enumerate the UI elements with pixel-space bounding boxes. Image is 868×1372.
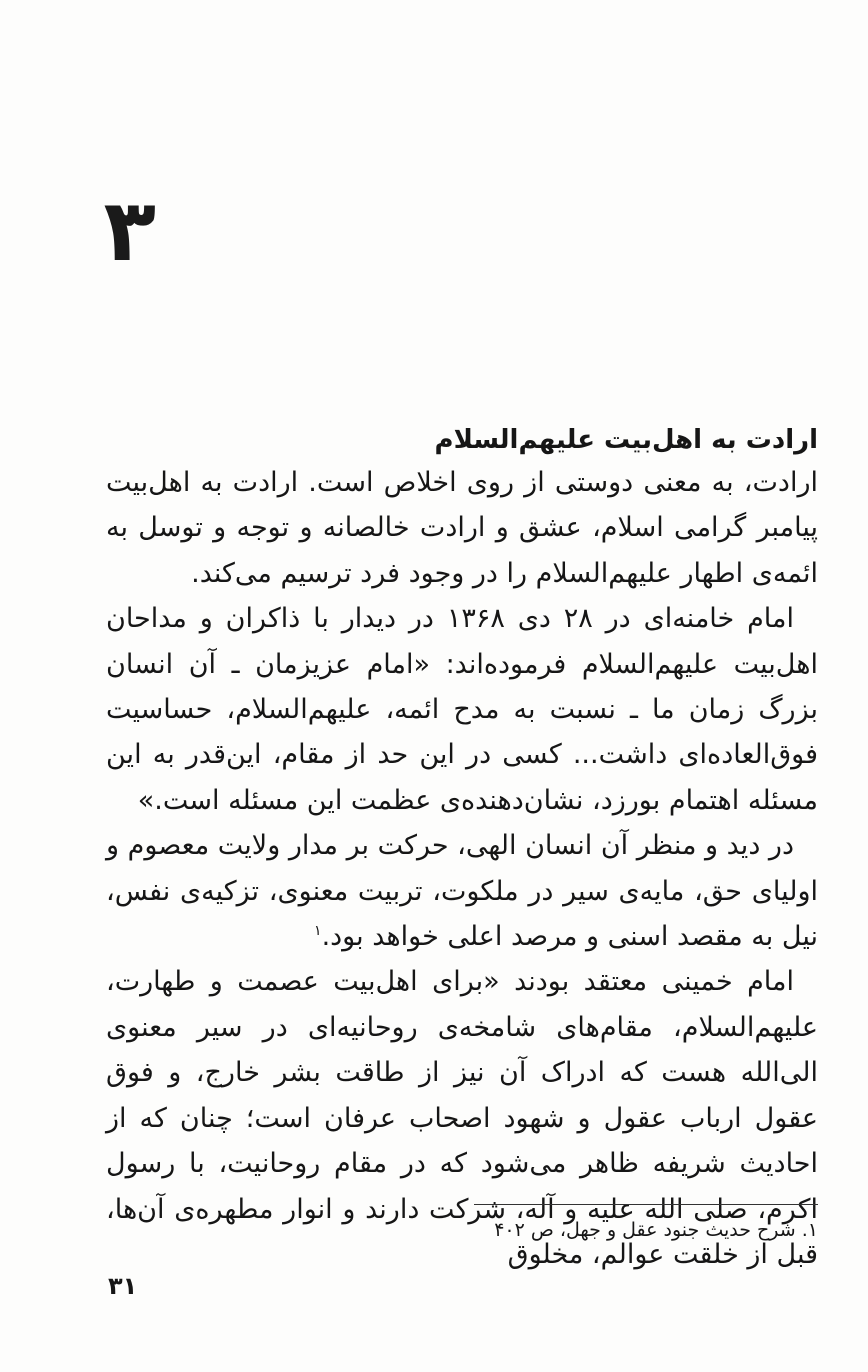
footnote-divider: [474, 1204, 818, 1205]
body-text: [106, 420, 818, 1277]
chapter-number: ۳: [103, 181, 156, 281]
paragraph-4: امام خمینی معتقد بودند «برای اهل‌بیت عصمت و طهارت، علیهم‌السلام، مقام‌های شامخه‌ی روحانیه‌ای در سیر معنوی الی‌الله هست که ادراک آن نیز از طاقت بشر خارج، و فوق عقول ارباب عقول و شهود اصحاب عرفان است؛ چنان که از احادیث شریفه ظاهر می‌شود که در مقام روحانیت، با رسول اکرم، صلی الله علیه و آله، شرکت دارند و انوار مطهره‌ی آن‌ها، قبل از خلقت عوالم، مخلوق: [106, 966, 818, 1270]
footnote-reference[interactable]: ۱: [314, 923, 322, 940]
paragraph-2: امام خامنه‌ای در ۲۸ دی ۱۳۶۸ در دیدار با ذاکران و مداحان اهل‌بیت علیهم‌السلام فرموده‌اند: «امام عزیزمان ـ آن انسان بزرگ زمان ما ـ نسبت به مدح ائمه، علیهم‌السلام، حساسیت فوق‌العاده‌ای داشت... کسی در این حد از مقام، این‌قدر به این مسئله اهتمام بورزد، نشان‌دهنده‌ی عظمت این مسئله است.»: [106, 603, 818, 816]
section-heading: ارادت به اهل‌بیت علیهم‌السلام: [434, 425, 818, 455]
footnote: ۱. شرح حدیث جنود عقل و جهل، ص ۴۰۲: [494, 1219, 818, 1241]
paragraph-3-text: در دید و منظر آن انسان الهی، حرکت بر مدار ولایت معصوم و اولیای حق، مایه‌ی سیر در ملکوت، تربیت معنوی، تزکیه‌ی نفس، نیل به مقصد اسنی و مرصد اعلی خواهد بود.: [106, 830, 818, 953]
page-number: ۳۱: [108, 1272, 138, 1300]
paragraph-1: ارادت، به معنی دوستی از روی اخلاص است. ارادت به اهل‌بیت پیامبر گرامی اسلام، عشق و ارادت خالصانه و توجه و توسل به ائمه‌ی اطهار علیهم‌السلام را در وجود فرد ترسیم می‌کند.: [106, 467, 818, 589]
paragraph-3: [106, 823, 818, 959]
